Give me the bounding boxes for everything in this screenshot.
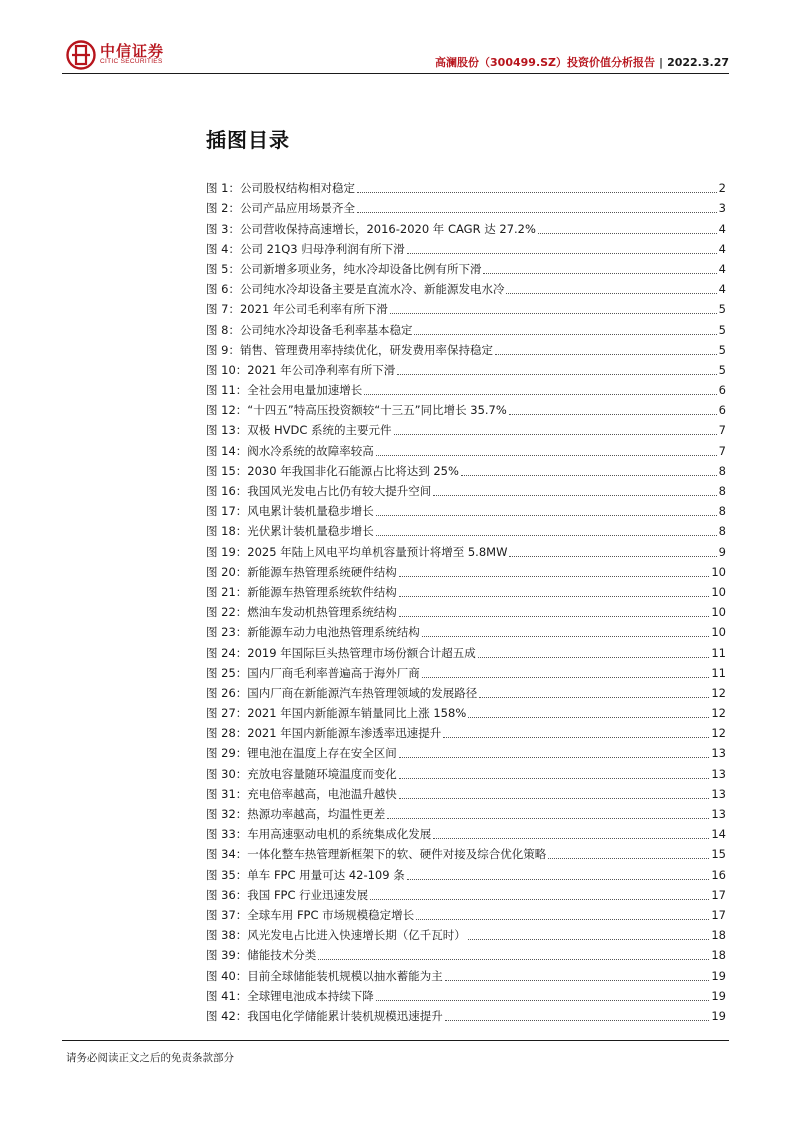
- toc-dot-leader: [376, 515, 717, 516]
- toc-entry-page: 2: [718, 181, 726, 196]
- toc-entry-label: 图 41：全球锂电池成本持续下降: [206, 988, 374, 1003]
- toc-entry[interactable]: [206, 479, 726, 499]
- toc-entry-label: 图 25：国内厂商毛利率普遍高于海外厂商: [206, 665, 420, 680]
- toc-dot-leader: [318, 959, 709, 960]
- toc-entry[interactable]: [206, 943, 726, 963]
- toc-entry-label: 图 21：新能源车热管理系统软件结构: [206, 584, 397, 599]
- toc-entry-label: 图 9：销售、管理费用率持续优化，研发费用率保持稳定: [206, 342, 493, 357]
- toc-dot-leader: [407, 253, 717, 254]
- toc-entry-label: 图 11：全社会用电量加速增长: [206, 383, 363, 398]
- toc-entry[interactable]: [206, 761, 726, 781]
- toc-dot-leader: [414, 334, 716, 335]
- toc-dot-leader: [461, 475, 717, 476]
- toc-entry[interactable]: [206, 802, 726, 822]
- toc-entry[interactable]: [206, 519, 726, 539]
- toc-entry-label: 图 3：公司营收保持高速增长，2016-2020 年 CAGR 达 27.2%: [206, 221, 536, 236]
- toc-dot-leader: [399, 576, 710, 577]
- toc-dot-leader: [478, 657, 710, 658]
- toc-entry[interactable]: [206, 358, 726, 378]
- toc-entry-label: 图 40：目前全球储能装机规模以抽水蓄能为主: [206, 968, 443, 983]
- toc-dot-leader: [506, 293, 716, 294]
- toc-dot-leader: [495, 354, 717, 355]
- toc-dot-leader: [399, 798, 710, 799]
- toc-entry-label: 图 38：风光发电占比进入快速增长期（亿千瓦时）: [206, 928, 466, 943]
- header-separator: |: [659, 56, 664, 69]
- toc-entry-page: 11: [711, 665, 726, 680]
- toc-entry[interactable]: [206, 903, 726, 923]
- toc-entry-page: 4: [718, 241, 726, 256]
- toc-entry-page: 9: [718, 544, 726, 559]
- toc-entry-label: 图 10：2021 年公司净利率有所下滑: [206, 362, 396, 377]
- toc-entry[interactable]: [206, 560, 726, 580]
- toc-dot-leader: [416, 919, 709, 920]
- toc-entry[interactable]: [206, 237, 726, 257]
- toc-entry[interactable]: [206, 661, 726, 681]
- toc-dot-leader: [422, 677, 710, 678]
- toc-entry-label: 图 22：燃油车发动机热管理系统结构: [206, 605, 397, 620]
- toc-entry-page: 19: [711, 1008, 726, 1023]
- footer-divider: [62, 1040, 729, 1041]
- toc-dot-leader: [433, 495, 716, 496]
- toc-entry-page: 4: [718, 221, 726, 236]
- toc-entry[interactable]: [206, 418, 726, 438]
- toc-entry-page: 6: [718, 383, 726, 398]
- toc-entry-page: 18: [711, 948, 726, 963]
- toc-entry-page: 17: [711, 887, 726, 902]
- toc-entry-label: 图 14：阀水冷系统的故障率较高: [206, 443, 374, 458]
- toc-entry-label: 图 42：我国电化学储能累计装机规模迅速提升: [206, 1008, 443, 1023]
- toc-entry[interactable]: [206, 984, 726, 1004]
- toc-dot-leader: [445, 1020, 710, 1021]
- toc-entry[interactable]: [206, 216, 726, 236]
- toc-entry-label: 图 35：单车 FPC 用量可达 42-109 条: [206, 867, 405, 882]
- toc-entry[interactable]: [206, 681, 726, 701]
- toc-entry-label: 图 18：光伏累计装机量稳步增长: [206, 524, 374, 539]
- toc-entry[interactable]: [206, 741, 726, 761]
- toc-entry-page: 16: [711, 867, 726, 882]
- citic-logo: [62, 34, 182, 74]
- citic-emblem-icon: [66, 40, 96, 70]
- figure-list: [206, 176, 726, 1024]
- toc-entry[interactable]: [206, 701, 726, 721]
- toc-entry-label: 图 29：锂电池在温度上存在安全区间: [206, 746, 397, 761]
- page-header: [62, 34, 729, 74]
- toc-entry-label: 图 4：公司 21Q3 归母净利润有所下滑: [206, 241, 405, 256]
- toc-entry-page: 10: [711, 625, 726, 640]
- toc-dot-leader: [397, 374, 716, 375]
- toc-dot-leader: [443, 737, 709, 738]
- toc-dot-leader: [364, 394, 716, 395]
- toc-entry-page: 5: [718, 302, 726, 317]
- toc-entry-page: 4: [718, 261, 726, 276]
- toc-entry-page: 8: [718, 524, 726, 539]
- toc-entry[interactable]: [206, 277, 726, 297]
- toc-entry-page: 5: [718, 362, 726, 377]
- toc-entry-label: 图 19：2025 年陆上风电平均单机容量预计将增至 5.8MW: [206, 544, 508, 559]
- toc-entry-label: 图 33：车用高速驱动电机的系统集成化发展: [206, 827, 432, 842]
- toc-dot-leader: [445, 980, 710, 981]
- toc-entry-page: 8: [718, 463, 726, 478]
- toc-entry-label: 图 6：公司纯水冷却设备主要是直流水冷、新能源发电水冷: [206, 282, 505, 297]
- toc-entry[interactable]: [206, 338, 726, 358]
- toc-entry-label: 图 12：“十四五”特高压投资额较“十三五”同比增长 35.7%: [206, 403, 507, 418]
- toc-entry-page: 11: [711, 645, 726, 660]
- toc-entry[interactable]: [206, 1004, 726, 1024]
- toc-entry[interactable]: [206, 438, 726, 458]
- toc-entry-page: 17: [711, 907, 726, 922]
- toc-entry-label: 图 15：2030 年我国非化石能源占比将达到 25%: [206, 463, 459, 478]
- toc-entry-label: 图 16：我国风光发电占比仍有较大提升空间: [206, 484, 432, 498]
- toc-entry-page: 8: [718, 504, 726, 519]
- toc-dot-leader: [376, 455, 717, 456]
- toc-entry-label: 图 13：双极 HVDC 系统的主要元件: [206, 423, 392, 438]
- toc-entry-page: 10: [711, 605, 726, 620]
- toc-entry[interactable]: [206, 317, 726, 337]
- toc-entry-label: 图 23：新能源车动力电池热管理系统结构: [206, 625, 420, 640]
- toc-entry-label: 图 36：我国 FPC 行业迅速发展: [206, 887, 369, 902]
- toc-dot-leader: [357, 192, 717, 193]
- toc-entry[interactable]: [206, 883, 726, 903]
- toc-dot-leader: [357, 212, 717, 213]
- toc-entry-page: 5: [718, 342, 726, 357]
- toc-entry-label: 图 26：国内厂商在新能源汽车热管理领域的发展路径: [206, 685, 478, 700]
- toc-entry-page: 3: [718, 201, 726, 216]
- toc-entry-page: 8: [718, 484, 726, 498]
- toc-entry-label: 图 20：新能源车热管理系统硬件结构: [206, 564, 397, 579]
- toc-entry-label: 图 34：一体化整车热管理新框架下的软、硬件对接及综合优化策略: [206, 847, 547, 862]
- toc-entry-page: 6: [718, 403, 726, 418]
- toc-entry[interactable]: [206, 620, 726, 640]
- toc-dot-leader: [387, 818, 709, 819]
- toc-dot-leader: [390, 313, 717, 314]
- toc-entry[interactable]: [206, 539, 726, 559]
- toc-entry-label: 图 30：充放电容量随环境温度而变化: [206, 766, 397, 781]
- toc-entry-page: 13: [711, 766, 726, 781]
- toc-entry[interactable]: [206, 782, 726, 802]
- toc-entry-label: 图 32：热源功率越高，均温性更差: [206, 807, 386, 821]
- header-divider: [62, 73, 729, 74]
- toc-entry[interactable]: [206, 721, 726, 741]
- page-title: 插图目录: [206, 128, 290, 152]
- toc-entry-label: 图 28：2021 年国内新能源车渗透率迅速提升: [206, 726, 442, 741]
- toc-entry-page: 10: [711, 564, 726, 579]
- toc-entry-page: 12: [711, 706, 726, 721]
- toc-entry-label: 图 7：2021 年公司毛利率有所下滑: [206, 302, 388, 317]
- toc-entry[interactable]: [206, 398, 726, 418]
- toc-dot-leader: [538, 233, 717, 234]
- toc-dot-leader: [509, 556, 716, 557]
- toc-entry[interactable]: [206, 842, 726, 862]
- toc-entry-page: 4: [718, 282, 726, 297]
- logo-english-name: CITIC SECURITIES: [100, 58, 163, 65]
- toc-dot-leader: [422, 636, 710, 637]
- toc-entry[interactable]: [206, 196, 726, 216]
- toc-entry-label: 图 1：公司股权结构相对稳定: [206, 181, 355, 196]
- footer-disclaimer: 请务必阅读正文之后的免责条款部分: [66, 1052, 234, 1064]
- toc-entry-page: 19: [711, 968, 726, 983]
- toc-entry-page: 13: [711, 746, 726, 761]
- report-date: 2022.3.27: [667, 56, 729, 69]
- toc-entry-page: 12: [711, 685, 726, 700]
- toc-entry-label: 图 5：公司新增多项业务，纯水冷却设备比例有所下滑: [206, 261, 482, 276]
- toc-entry-label: 图 39：储能技术分类: [206, 948, 317, 963]
- toc-dot-leader: [399, 596, 710, 597]
- toc-entry[interactable]: [206, 862, 726, 882]
- toc-dot-leader: [376, 1000, 710, 1001]
- toc-entry[interactable]: [206, 580, 726, 600]
- toc-entry-label: 图 27：2021 年国内新能源车销量同比上涨 158%: [206, 706, 467, 721]
- logo-chinese-name: 中信证券: [100, 42, 165, 60]
- toc-entry[interactable]: [206, 822, 726, 842]
- toc-dot-leader: [433, 838, 709, 839]
- toc-entry[interactable]: [206, 297, 726, 317]
- toc-dot-leader: [399, 616, 710, 617]
- toc-entry[interactable]: [206, 499, 726, 519]
- toc-dot-leader: [407, 879, 710, 880]
- toc-entry[interactable]: [206, 378, 726, 398]
- toc-dot-leader: [509, 414, 717, 415]
- toc-dot-leader: [370, 899, 709, 900]
- toc-dot-leader: [479, 697, 709, 698]
- report-info: [435, 54, 729, 70]
- toc-entry[interactable]: [206, 963, 726, 983]
- toc-dot-leader: [399, 778, 710, 779]
- toc-dot-leader: [376, 535, 717, 536]
- toc-entry-page: 14: [711, 827, 726, 842]
- toc-dot-leader: [548, 858, 709, 859]
- toc-entry[interactable]: [206, 176, 726, 196]
- toc-entry-page: 12: [711, 726, 726, 741]
- toc-entry-label: 图 24：2019 年国际巨头热管理市场份额合计超五成: [206, 645, 476, 660]
- toc-dot-leader: [468, 939, 710, 940]
- toc-dot-leader: [483, 273, 716, 274]
- toc-dot-leader: [468, 717, 709, 718]
- toc-entry-page: 13: [711, 786, 726, 801]
- toc-entry[interactable]: [206, 257, 726, 277]
- toc-entry-page: 13: [711, 807, 726, 821]
- toc-entry-page: 18: [711, 928, 726, 943]
- report-title: 高澜股份（300499.SZ）投资价值分析报告: [435, 56, 656, 69]
- toc-entry-page: 10: [711, 584, 726, 599]
- toc-entry[interactable]: [206, 923, 726, 943]
- toc-entry-page: 7: [718, 443, 726, 458]
- toc-entry[interactable]: [206, 600, 726, 620]
- toc-entry-label: 图 17：风电累计装机量稳步增长: [206, 504, 374, 519]
- toc-entry-page: 19: [711, 988, 726, 1003]
- toc-entry-label: 图 31：充电倍率越高，电池温升越快: [206, 786, 397, 801]
- toc-entry[interactable]: [206, 640, 726, 660]
- toc-entry-page: 15: [711, 847, 726, 862]
- toc-entry-label: 图 8：公司纯水冷却设备毛利率基本稳定: [206, 322, 413, 337]
- toc-entry[interactable]: [206, 459, 726, 479]
- toc-dot-leader: [394, 434, 717, 435]
- toc-entry-page: 7: [718, 423, 726, 438]
- toc-entry-label: 图 2：公司产品应用场景齐全: [206, 201, 355, 216]
- toc-dot-leader: [399, 757, 710, 758]
- toc-entry-page: 5: [718, 322, 726, 337]
- toc-entry-label: 图 37：全球车用 FPC 市场规模稳定增长: [206, 907, 415, 922]
